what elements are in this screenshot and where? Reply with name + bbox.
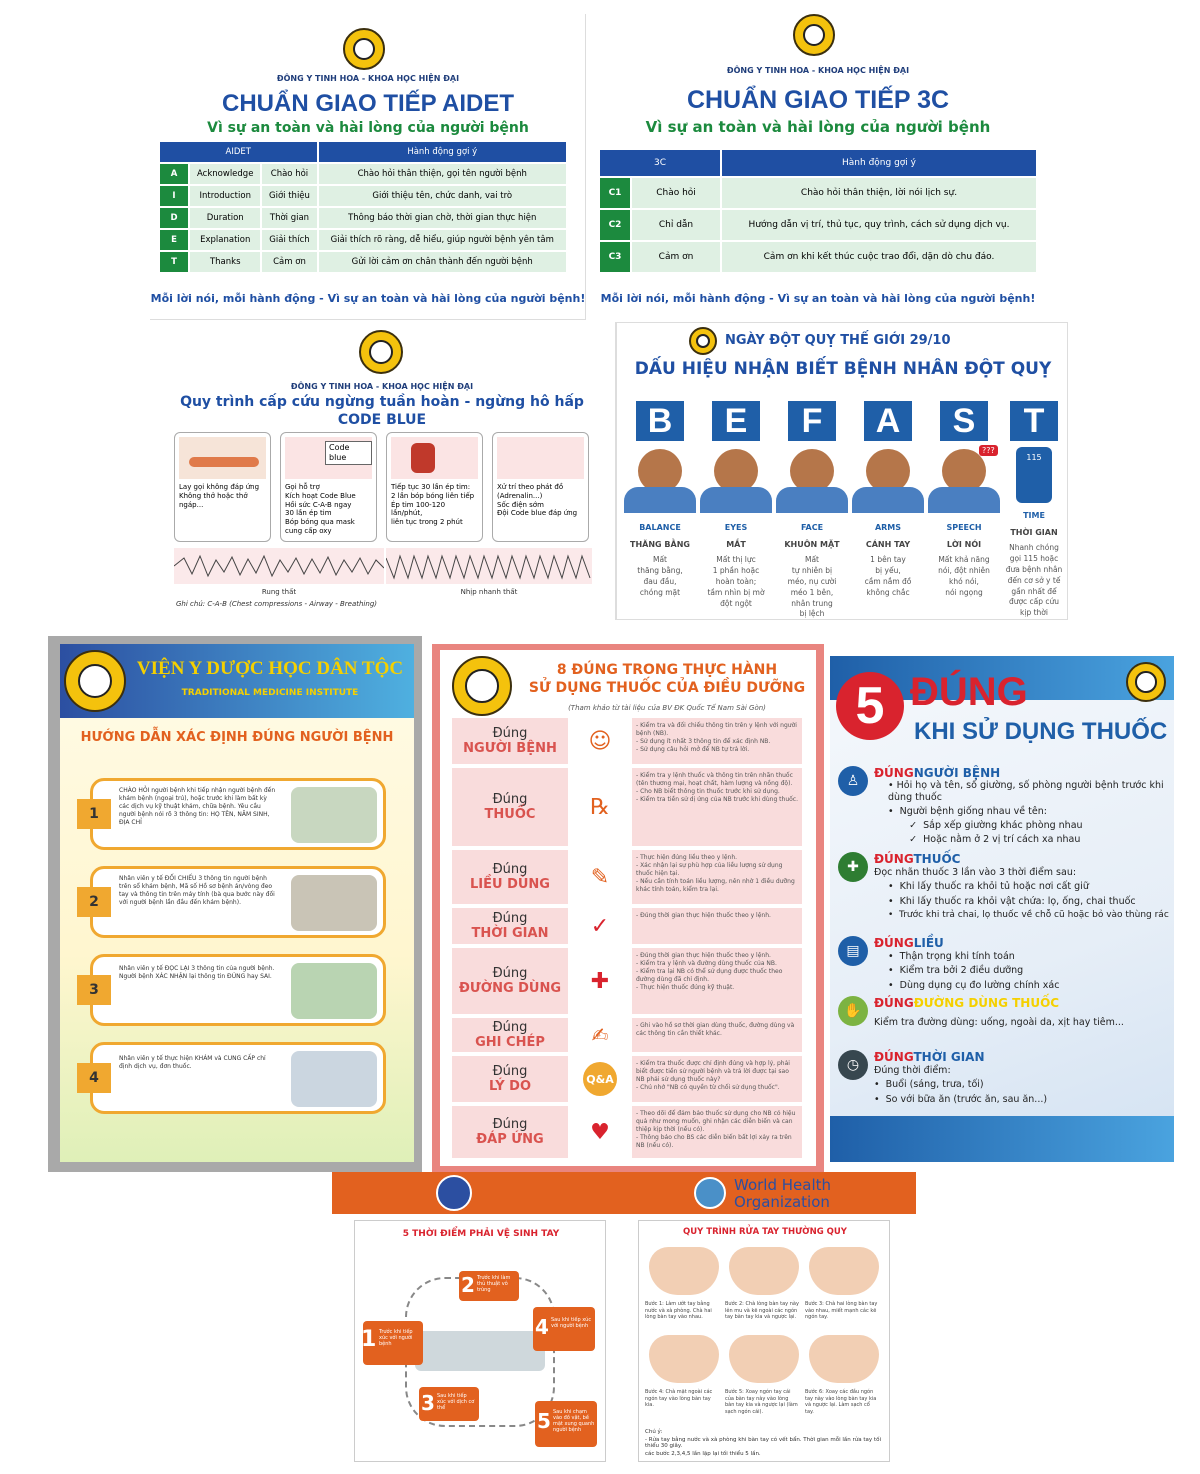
befast-vn: LỜI NÓI <box>946 540 982 549</box>
eight-row-8 <box>452 1106 802 1158</box>
eight-source: (Tham khảo từ tài liệu của BV ĐK Quốc Tế Nam Sài Gòn) <box>568 704 766 712</box>
row-b: NGƯỜI BỆNH <box>463 741 557 756</box>
row-action: Hướng dẫn vị trí, thủ tục, quy trình, cách sử dụng dịch vụ. <box>722 210 1036 240</box>
befast-letter: S <box>940 401 988 441</box>
step-text: CHÀO HỎI người bệnh khi tiếp nhận người bệnh đến khám bệnh (ngoại trú), hoặc trước khi làm bất kỳ các dịch vụ kỹ thuật khám, chữa bệnh. Yêu cầu người bệnh nói rõ 3 thông tin: HỌ TÊN, NĂM SINH, ĐỊA CHỈ <box>119 787 276 827</box>
moments-title: 5 THỜI ĐIỂM PHẢI VỆ SINH TAY <box>402 1229 560 1239</box>
befast-en: TIME <box>1023 511 1045 520</box>
five-number: 5 <box>836 672 904 740</box>
c3-col1: 3C <box>600 150 720 176</box>
patient-icon: ☺ <box>568 718 632 764</box>
who-org-1: World Health <box>734 1176 832 1194</box>
institute-poster <box>48 636 422 1172</box>
eight-row-6 <box>452 1018 802 1052</box>
row-a: Đúng <box>492 862 528 877</box>
sec-h1: ĐÚNG <box>874 996 914 1010</box>
moment-text: Sau khi tiếp xúc với dịch cơ thể <box>437 1393 475 1411</box>
eight-row-5 <box>452 948 802 1014</box>
eight-row-2 <box>452 768 802 846</box>
sec-line: • Buổi (sáng, trưa, tối) <box>874 1079 984 1091</box>
institute-title: HƯỚNG DẪN XÁC ĐỊNH ĐÚNG NGƯỜI BỆNH <box>80 730 394 745</box>
institute-step-3 <box>90 954 386 1026</box>
codeblue-subtitle: CODE BLUE <box>337 412 427 428</box>
table-row <box>160 186 566 206</box>
codeblue-step-1 <box>174 432 271 542</box>
step-text: Tiếp tục 30 lần ép tim: 2 lần bóp bóng liên tiếp Ép tim 100-120 lần/phút, liên tục trong 2 phút <box>391 483 475 526</box>
person-icon <box>866 449 910 493</box>
moment-text: Trước khi làm thủ thuật vô trùng <box>477 1275 511 1293</box>
sec-line: Kiểm tra đường dùng: uống, ngoài da, xịt hay tiêm... <box>874 1017 1124 1028</box>
handwash-step-6-image <box>809 1335 879 1383</box>
row-en: Acknowledge <box>190 164 260 184</box>
step-photo <box>291 1051 377 1107</box>
codeblue-screen: Code blue <box>325 441 372 465</box>
handwash-note-2: - Rửa tay bằng nước và xà phòng khi bàn tay có vết bẩn. Thời gian mỗi lần rửa tay tối thiểu 30 giây. <box>645 1437 881 1449</box>
five-title-2: KHI SỬ DỤNG THUỐC <box>914 718 1168 745</box>
table-row <box>600 242 1036 272</box>
befast-vn: CÁNH TAY <box>865 540 911 549</box>
sec-line: ✓ Sắp xếp giường khác phòng nhau <box>888 819 1083 831</box>
befast-letter: E <box>712 401 760 441</box>
row-text: - Kiểm tra thuốc được chỉ định đúng và hợp lý, phải biết được tiền sử người bệnh và trả lời được tại sao NB phải sử dụng thuốc này? - Chú nhớ "NB có quyền từ chối sử dụng thuốc". <box>632 1056 802 1102</box>
heart-report-icon: ♥ <box>568 1106 632 1158</box>
institute-step-1 <box>90 778 386 850</box>
clipboard-icon: ✍ <box>568 1018 632 1052</box>
moment-number: 4 <box>535 1315 549 1339</box>
row-a: Đúng <box>492 966 528 981</box>
stroke-title: DẤU HIỆU NHẬN BIẾT BỆNH NHÂN ĐỘT QUỴ <box>634 359 1052 379</box>
befast-desc: Mất khả năng nói, đột nhiên khó nói, nói ngọng <box>938 555 990 597</box>
aidet-col2: Hành động gợi ý <box>319 142 567 162</box>
institute-name: VIỆN Y DƯỢC HỌC DÂN TỘC <box>136 658 404 679</box>
sec-line: ✓ Hoặc nằm ở 2 vị trí cách xa nhau <box>888 834 1081 846</box>
sec-h1: ĐÚNG <box>874 766 914 780</box>
handwash-note-3: các bước 2,3,4,5 lần lặp lại tối thiểu 5 lần. <box>645 1451 761 1457</box>
befast-desc: 1 bên tay bị yếu, cầm nắm đồ không chắc <box>864 555 912 597</box>
five-rights-poster <box>830 656 1174 1162</box>
row-b: ĐƯỜNG DÙNG <box>458 981 562 996</box>
sec-line: • Thận trọng khi tính toán <box>888 951 1015 962</box>
step-text: Nhân viên y tế ĐỌC LẠI 3 thông tin của người bệnh. Người bệnh XÁC NHẬN lại thông tin ĐÚNG hay SAI. <box>119 965 275 981</box>
handwash-poster <box>638 1220 890 1462</box>
row-vn: Thời gian <box>262 208 316 228</box>
row-b: THUỐC <box>484 807 536 822</box>
befast-en: EYES <box>724 523 748 532</box>
table-row <box>160 164 566 184</box>
eight-rights-poster <box>432 644 824 1172</box>
row-a: Đúng <box>492 1117 528 1132</box>
sec-h2: THUỐC <box>913 852 961 866</box>
moment-text: Trước khi tiếp xúc với người bệnh <box>379 1329 413 1347</box>
brand-text: ĐÔNG Y TINH HOA - KHOA HỌC HIỆN ĐẠI <box>726 66 910 75</box>
step-photo <box>291 787 377 843</box>
step-text: Gọi hỗ trợ Kích hoạt Code Blue Hồi sức C-A-B ngay 30 lần ép tim Bóp bóng qua mask cung cấp oxy <box>285 483 356 535</box>
sec-line: • Hỏi họ và tên, số giường, số phòng người bệnh trước khi dùng thuốc <box>888 780 1164 804</box>
sec-h2: ĐƯỜNG DÙNG THUỐC <box>913 996 1060 1010</box>
handwash-step-4-image <box>649 1335 719 1383</box>
row-vn: Giải thích <box>262 230 316 250</box>
moment-number: 2 <box>461 1273 475 1297</box>
brand-text: ĐÔNG Y TINH HOA - KHOA HỌC HIỆN ĐẠI <box>290 382 474 391</box>
person-icon <box>790 449 834 493</box>
row-action: Cảm ơn khi kết thúc cuộc trao đổi, dặn dò chu đáo. <box>722 242 1036 272</box>
codeblue-step-3 <box>386 432 483 542</box>
row-en: Thanks <box>190 252 260 272</box>
person-icon <box>638 449 682 493</box>
eight-row-1 <box>452 718 802 764</box>
handwash-step-1-image <box>649 1247 719 1295</box>
medicine-icon: ℞ <box>568 768 632 846</box>
sec-h1: ĐÚNG <box>874 1050 914 1064</box>
document-icon: ▤ <box>838 936 868 966</box>
befast-vn: KHUÔN MẶT <box>784 540 840 549</box>
step-text: Lay gọi không đáp ứng Không thở hoặc thở ngáp... <box>179 483 260 509</box>
five-sec-2 <box>838 852 1168 922</box>
step-text: Xử trí theo phát đồ (Adrenalin...) Sốc điện sớm Đội Code blue đáp ứng <box>497 483 578 518</box>
ecg-strip-2 <box>386 548 592 584</box>
handwash-step-3: Bước 3: Chà hai lòng bàn tay vào nhau, miết mạnh các kẽ ngón tay. <box>805 1301 878 1320</box>
sec-h2: NGƯỜI BỆNH <box>913 766 1001 780</box>
syringe-icon: ✚ <box>568 948 632 1014</box>
institute-step-2 <box>90 866 386 938</box>
eight-row-4 <box>452 908 802 944</box>
row-a: Đúng <box>492 1020 528 1035</box>
ecg-label-1: Rung thất <box>261 588 297 596</box>
row-b: ĐÁP ỨNG <box>476 1132 544 1147</box>
who-org-2: Organization <box>734 1193 830 1211</box>
who-banner <box>332 1172 916 1214</box>
row-key: T <box>160 252 188 272</box>
handwash-step-2-image <box>729 1247 799 1295</box>
eight-row-7 <box>452 1056 802 1102</box>
row-action: Thông báo thời gian chờ, thời gian thực hiện <box>319 208 567 228</box>
aidet-poster <box>150 14 586 320</box>
befast-desc: Mất thăng bằng, đau đầu, chóng mặt <box>637 555 683 597</box>
codeblue-step-4 <box>492 432 589 542</box>
row-text: - Đúng thời gian thực hiện thuốc theo y lệnh. <box>632 908 802 944</box>
c3-title: CHUẨN GIAO TIẾP 3C <box>686 86 950 114</box>
moment-text: Sau khi tiếp xúc với người bệnh <box>551 1317 592 1329</box>
row-text: - Kiểm tra y lệnh thuốc và thông tin trên nhãn thuốc (tên thương mại, hoạt chất, hàm lượng và nồng độ). - Cho NB biết thông tin thuốc trước khi sử dụng. - Kiểm tra tiền sử dị ứng của NB trước khi dùng thuốc. <box>632 768 802 846</box>
sec-line: • Kiểm tra bởi 2 điều dưỡng <box>888 965 1024 977</box>
befast-item-b <box>625 401 695 599</box>
clock-icon: ◷ <box>838 1050 868 1080</box>
befast-vn: THĂNG BẰNG <box>630 540 690 549</box>
befast-letter: A <box>864 401 912 441</box>
codeblue-title: Quy trình cấp cứu ngừng tuần hoàn - ngừng hô hấp <box>180 394 584 410</box>
five-sec-4 <box>838 996 1168 1030</box>
row-en: Introduction <box>190 186 260 206</box>
moment-number: 3 <box>421 1391 435 1415</box>
sec-h1: ĐÚNG <box>874 936 914 950</box>
row-vn: Giới thiệu <box>262 186 316 206</box>
row-key: A <box>160 164 188 184</box>
codeblue-step-2 <box>280 432 377 542</box>
row-action: Giải thích rõ ràng, dễ hiểu, giúp người bệnh yên tâm <box>319 230 567 250</box>
sec-line: Đúng thời điểm: <box>874 1065 951 1076</box>
aidet-col1: AIDET <box>160 142 317 162</box>
handwash-note-1: Chú ý: <box>645 1429 663 1435</box>
row-b: THỜI GIAN <box>471 926 549 941</box>
sec-h1: ĐÚNG <box>874 852 914 866</box>
ministry-emblem-icon <box>436 1175 472 1211</box>
handwash-step-5: Bước 5: Xoay ngón tay cái của bàn tay này vào lòng bàn tay kia và ngược lại (làm sạch ngón cái). <box>725 1389 798 1415</box>
sec-line: • Trước khi trả chai, lọ thuốc về chỗ cũ hoặc bỏ vào thùng rác <box>888 909 1169 920</box>
befast-item-s <box>929 401 999 599</box>
befast-en: FACE <box>800 523 824 532</box>
befast-item-f <box>777 401 847 620</box>
eight-title-1: 8 ĐÚNG TRONG THỰC HÀNH <box>556 662 778 678</box>
dropper-icon: ✎ <box>568 850 632 904</box>
step-number: 4 <box>77 1063 111 1093</box>
moment-2-arrow <box>459 1271 519 1301</box>
step-photo <box>291 875 377 931</box>
befast-item-e <box>701 401 771 609</box>
step-number: 1 <box>77 799 111 829</box>
logo-icon <box>64 650 126 712</box>
logo-icon <box>359 330 403 374</box>
phone-icon: 115 <box>1016 447 1052 503</box>
row-key: D <box>160 208 188 228</box>
table-row <box>600 178 1036 208</box>
qa-icon: Q&A <box>583 1062 617 1096</box>
befast-item-t <box>999 401 1068 619</box>
codeblue-note: Ghi chú: C-A-B (Chest compressions - Airway - Breathing) <box>176 600 377 608</box>
logo-icon <box>343 28 385 70</box>
step-number: 3 <box>77 975 111 1005</box>
step-number: 2 <box>77 887 111 917</box>
c3-poster <box>588 14 1048 320</box>
moment-3-arrow <box>419 1387 479 1421</box>
sec-line: • Người bệnh giống nhau về tên: <box>888 805 1047 817</box>
aidet-title: CHUẨN GIAO TIẾP AIDET <box>221 90 515 117</box>
row-text: - Kiểm tra và đối chiếu thông tin trên y lệnh với người bệnh (NB). - Sử dụng ít nhất 3 thông tin để xác định NB. - Sử dụng câu hỏi mở để NB tự trả lời. <box>632 718 802 764</box>
c3-subtitle: Vì sự an toàn và hài lòng của người bệnh <box>645 118 991 136</box>
befast-desc: Nhanh chóng gọi 115 hoặc đưa bệnh nhân đến cơ sở y tế gần nhất để được cấp cứu kịp thời <box>1005 543 1063 618</box>
handwash-title: QUY TRÌNH RỬA TAY THƯỜNG QUY <box>683 1227 847 1237</box>
sec-line: • Dùng dụng cụ đo lường chính xác <box>888 979 1060 991</box>
befast-poster <box>616 322 1068 620</box>
row-text: - Ghi vào hồ sơ thời gian dùng thuốc, đường dùng và các thông tin cần thiết khác. <box>632 1018 802 1052</box>
befast-letter: B <box>636 401 684 441</box>
befast-desc: Mất tự nhiên bị méo, nụ cười méo 1 bên, nhân trung bị lệch <box>787 555 837 619</box>
row-vn: Chào hỏi <box>262 164 316 184</box>
table-row <box>600 210 1036 240</box>
who-emblem-icon <box>694 1177 726 1209</box>
row-action: Chào hỏi thân thiện, gọi tên người bệnh <box>319 164 567 184</box>
logo-icon <box>1126 662 1166 702</box>
step-text: Nhân viên y tế ĐỐI CHIẾU 3 thông tin người bệnh trên sổ khám bệnh, Mã số Hồ sơ bệnh án/vòng đeo tay và thông tin trên máy tính (bà qua bước này đối với người bệnh lần đầu đến khám bệnh). <box>119 875 275 907</box>
row-action: Chào hỏi thân thiện, lời nói lịch sự. <box>722 178 1036 208</box>
speech-bubble: ??? <box>979 445 998 456</box>
sec-line: • So với bữa ăn (trước ăn, sau ăn...) <box>874 1093 1048 1105</box>
befast-en: SPEECH <box>946 523 982 532</box>
sec-h2: LIỀU <box>913 936 944 950</box>
handwash-step-1: Bước 1: Làm ướt tay bằng nước và xà phòng. Chà hai lòng bàn tay vào nhau. <box>645 1301 712 1320</box>
institute-step-4 <box>90 1042 386 1114</box>
sec-line: • Khi lấy thuốc ra khỏi vật chứa: lọ, ống, chai thuốc <box>888 895 1136 907</box>
sec-line: • Khi lấy thuốc ra khỏi tủ hoặc nơi cất giữ <box>888 881 1089 893</box>
logo-icon <box>793 14 835 56</box>
row-a: Đúng <box>492 1064 528 1079</box>
row-vn: Chào hỏi <box>632 178 720 208</box>
ecg-strip-1 <box>174 548 384 584</box>
row-key: C3 <box>600 242 630 272</box>
befast-item-a <box>853 401 923 599</box>
handwash-step-4: Bước 4: Chà mặt ngoài các ngón tay vào lòng bàn tay kia. <box>645 1389 713 1408</box>
row-text: - Thực hiện đúng liều theo y lệnh. - Xác nhận lại sự phù hợp của liều lượng sử dụng thuốc hiện tại. - Nếu cần tính toán liều lượng, nên nhờ 1 điều dưỡng khác tính toán, kiểm tra lại. <box>632 850 802 904</box>
row-text: - Đúng thời gian thực hiện thuốc theo y lệnh. - Kiểm tra y lệnh và đường dùng thuốc của NB. - Kiểm tra lại NB có thể sử dụng được thuốc theo đường dùng đã chỉ định. - Thực hiện thuốc đúng kỹ thuật. <box>632 948 802 1014</box>
step-photo <box>291 963 377 1019</box>
five-sec-1 <box>838 766 1168 847</box>
ecg-label-2: Nhịp nhanh thất <box>460 588 518 596</box>
aidet-table <box>158 140 568 274</box>
befast-desc: Mất thị lực 1 phần hoặc hoàn toàn; tầm nhìn bị mờ đột ngột <box>707 555 765 608</box>
befast-letter: T <box>1010 401 1058 441</box>
aidet-footer: Mỗi lời nói, mỗi hành động - Vì sự an toàn và hài lòng của người bệnh! <box>150 292 586 305</box>
five-sec-5 <box>838 1050 1168 1107</box>
moment-text: Sau khi chạm vào đồ vật, bề mặt xung quanh người bệnh <box>553 1409 595 1433</box>
pill-bottle-icon: ✚ <box>838 852 868 882</box>
handwash-step-5-image <box>729 1335 799 1383</box>
befast-en: BALANCE <box>639 523 681 532</box>
row-a: Đúng <box>492 911 528 926</box>
row-vn: Cảm ơn <box>632 242 720 272</box>
hand-pill-icon: ✋ <box>838 996 868 1026</box>
moment-1-arrow <box>363 1321 423 1365</box>
row-en: Duration <box>190 208 260 228</box>
table-row <box>160 230 566 250</box>
person-icon <box>714 449 758 493</box>
institute-name-en: TRADITIONAL MEDICINE INSTITUTE <box>181 688 359 698</box>
befast-letter: F <box>788 401 836 441</box>
handwash-step-3-image <box>809 1247 879 1295</box>
eight-row-3 <box>452 850 802 904</box>
aidet-subtitle: Vì sự an toàn và hài lòng của người bệnh <box>207 120 529 136</box>
step-text: Nhân viên y tế thực hiện KHÁM và CUNG CẤP chỉ định dịch vụ, đơn thuốc. <box>119 1055 266 1071</box>
sec-h2: THỜI GIAN <box>913 1050 985 1064</box>
row-key: C1 <box>600 178 630 208</box>
patient-icon: ♙ <box>838 766 868 796</box>
clock-check-icon: ✓ <box>568 908 632 944</box>
row-key: C2 <box>600 210 630 240</box>
brand-text: ĐÔNG Y TINH HOA - KHOA HỌC HIỆN ĐẠI <box>276 74 460 83</box>
logo-icon <box>689 327 717 355</box>
row-key: E <box>160 230 188 250</box>
row-action: Giới thiệu tên, chức danh, vai trò <box>319 186 567 206</box>
befast-vn: THỜI GIAN <box>1010 528 1058 537</box>
handwash-step-2: Bước 2: Chà lòng bàn tay này lên mu và kẽ ngoài các ngón tay bàn tay kia và ngược lại. <box>725 1301 799 1320</box>
befast-en: ARMS <box>874 523 902 532</box>
row-key: I <box>160 186 188 206</box>
moment-number: 1 <box>361 1327 377 1352</box>
bed-shape <box>415 1331 545 1371</box>
row-a: Đúng <box>492 792 528 807</box>
row-b: GHI CHÉP <box>475 1035 545 1050</box>
row-action: Gửi lời cảm ơn chân thành đến người bệnh <box>319 252 567 272</box>
stroke-header: NGÀY ĐỘT QUỴ THẾ GIỚI 29/10 <box>725 333 951 348</box>
eight-title-2: SỬ DỤNG THUỐC CỦA ĐIỀU DƯỠNG <box>528 680 806 696</box>
hand-moments-poster <box>354 1220 606 1462</box>
table-row <box>160 208 566 228</box>
handwash-step-6: Bước 6: Xoay các đầu ngón tay này vào lòng bàn tay kia và ngược lại. Làm sạch cổ tay. <box>805 1389 877 1415</box>
sec-line: Đọc nhãn thuốc 3 lần vào 3 thời điểm sau: <box>874 867 1077 878</box>
moment-4-arrow <box>533 1307 595 1351</box>
row-b: LÝ DO <box>488 1079 532 1094</box>
moment-number: 5 <box>537 1409 551 1433</box>
logo-icon <box>452 656 512 716</box>
five-sec-3 <box>838 936 1168 993</box>
row-en: Explanation <box>190 230 260 250</box>
c3-col2: Hành động gợi ý <box>722 150 1036 176</box>
row-vn: Cảm ơn <box>262 252 316 272</box>
table-row <box>160 252 566 272</box>
befast-vn: MẮT <box>726 540 746 549</box>
five-title-1: ĐÚNG <box>910 670 1028 714</box>
c3-footer: Mỗi lời nói, mỗi hành động - Vì sự an toàn và hài lòng của người bệnh! <box>600 292 1036 305</box>
c3-table <box>598 148 1038 274</box>
row-text: - Theo dõi để đảm bảo thuốc sử dụng cho NB có hiệu quả như mong muốn, ghi nhận các diễn biến và can thiệp kịp thời (nếu có). - Thông báo cho BS các diễn biến bất lợi xảy ra trên NB (nếu có). <box>632 1106 802 1158</box>
codeblue-poster <box>164 322 616 620</box>
row-a: Đúng <box>492 726 528 741</box>
person-icon <box>942 449 986 493</box>
moment-5-arrow <box>535 1401 597 1447</box>
row-vn: Chỉ dẫn <box>632 210 720 240</box>
row-b: LIỀU DÙNG <box>470 877 550 892</box>
